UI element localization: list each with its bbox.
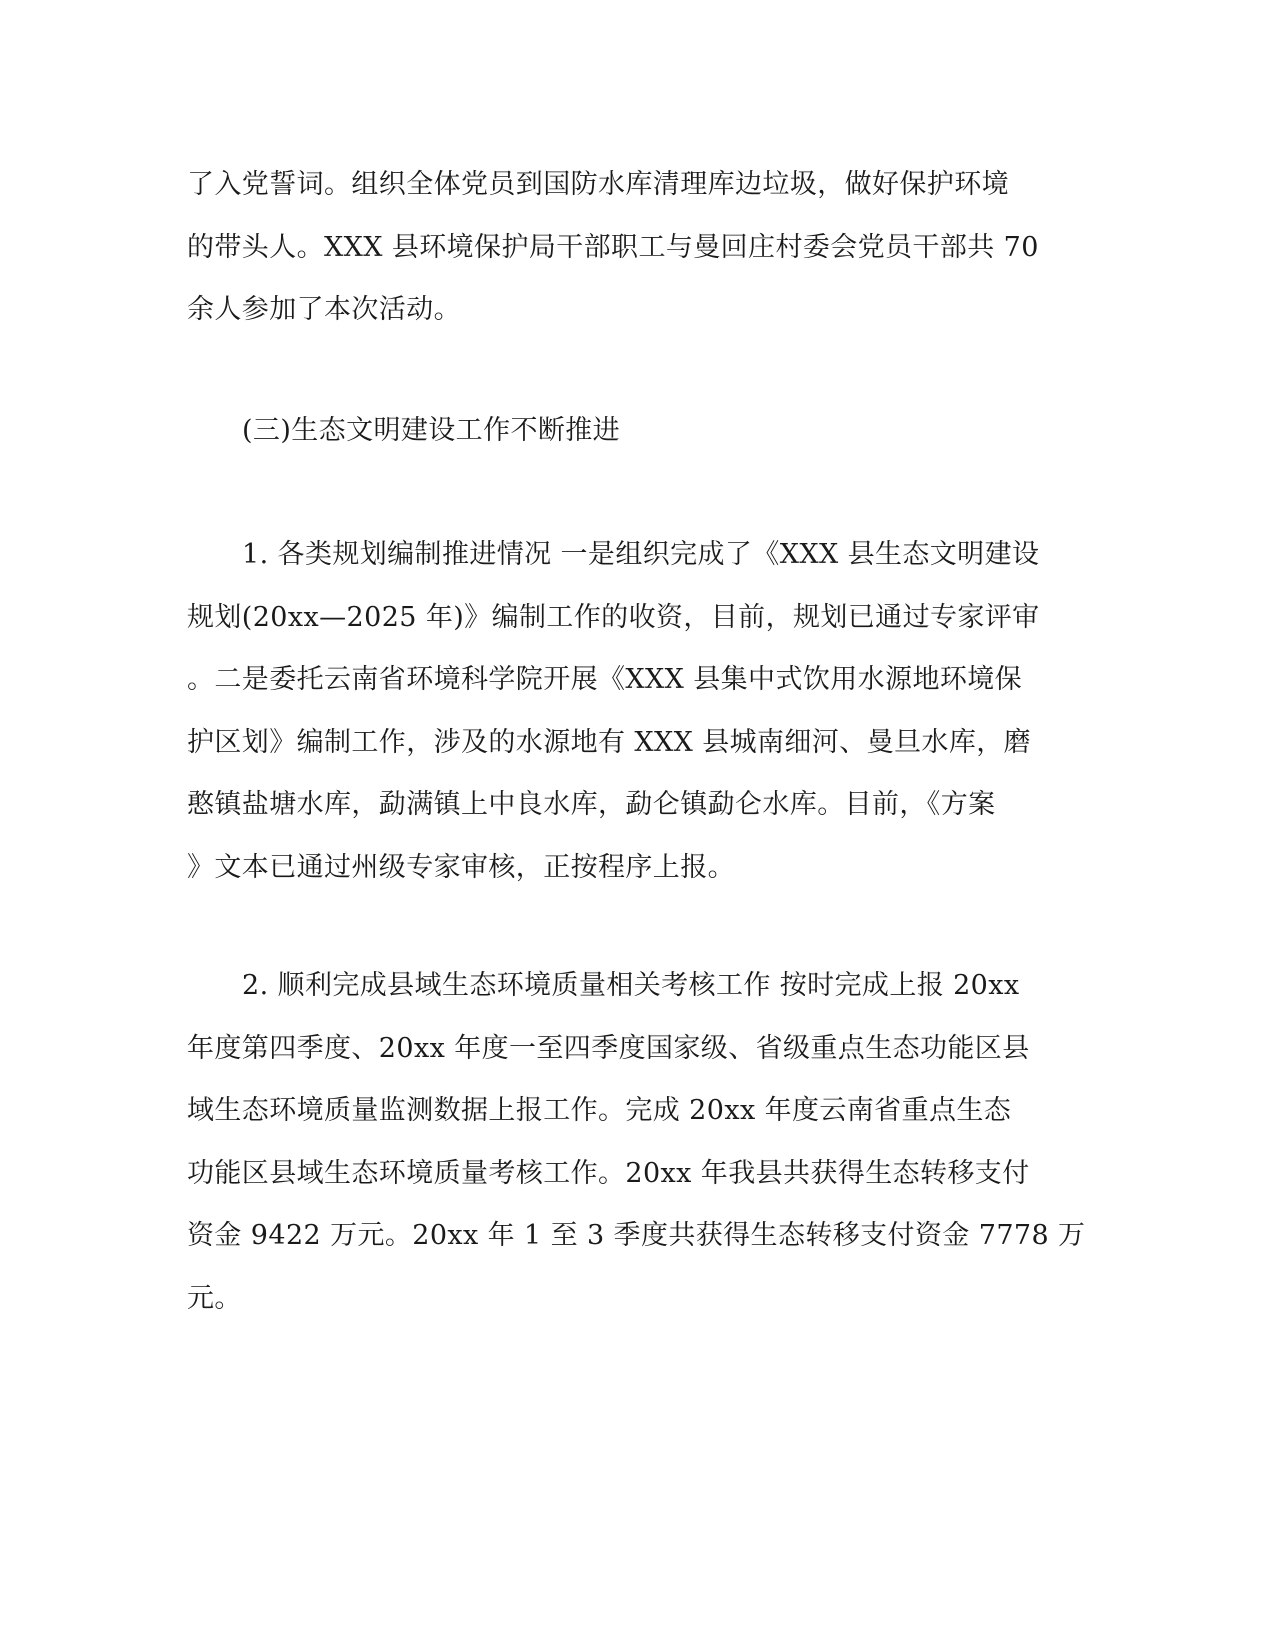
paragraph-line: 域生态环境质量监测数据上报工作。完成 20xx 年度云南省重点生态	[187, 1095, 1012, 1126]
paragraph-line: 元。	[187, 1282, 242, 1314]
paragraph-line: 护区划》编制工作，涉及的水源地有 XXX 县城南细河、曼旦水库，磨	[187, 726, 1032, 758]
item-1-paragraph	[187, 524, 1047, 899]
section-heading-block	[187, 400, 1047, 463]
item-2-paragraph	[187, 955, 1086, 1330]
paragraph-line: 年度第四季度、20xx 年度一至四季度国家级、省级重点生态功能区县	[187, 1032, 1030, 1064]
paragraph-line: 2. 顺利完成县域生态环境质量相关考核工作 按时完成上报 20xx	[242, 970, 1020, 1001]
paragraph-line: 1. 各类规划编制推进情况 一是组织完成了《XXX 县生态文明建设	[242, 539, 1040, 570]
paragraph-line: 的带头人。XXX 县环境保护局干部职工与曼回庄村委会党员干部共 70	[187, 231, 1039, 263]
paragraph-line: 》文本已通过州级专家审核，正按程序上报。	[187, 851, 735, 883]
paragraph-line: 资金 9422 万元。20xx 年 1 至 3 季度共获得生态转移支付资金 7778 万	[187, 1220, 1086, 1251]
paragraph-line: 憨镇盐塘水库，勐满镇上中良水库，勐仑镇勐仑水库。目前，《方案	[187, 789, 996, 820]
paragraph-line: 规划(20xx—2025 年)》编制工作的收资，目前，规划已通过专家评审	[187, 601, 1040, 633]
paragraph-line: 余人参加了本次活动。	[187, 294, 461, 325]
section-heading: (三)生态文明建设工作不断推进	[242, 415, 621, 446]
paragraph-line: 。二是委托云南省环境科学院开展《XXX 县集中式饮用水源地环境保	[187, 664, 1023, 695]
paragraph-line: 功能区县域生态环境质量考核工作。20xx 年我县共获得生态转移支付	[187, 1157, 1030, 1189]
paragraph-line: 了入党誓词。组织全体党员到国防水库清理库边垃圾，做好保护环境	[187, 169, 1009, 200]
paragraph-continuation	[187, 154, 1047, 342]
